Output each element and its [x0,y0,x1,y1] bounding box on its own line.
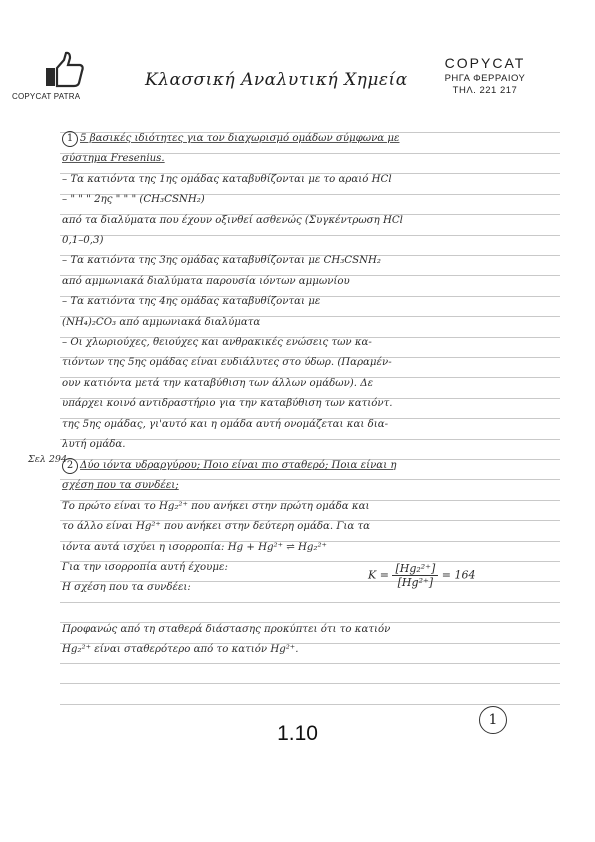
question-2-line: Το πρώτο είναι το Hg₂²⁺ που ανήκει στην πρώτη ομάδα και [62,500,370,512]
question-1-line: – Τα κατιόντα της 1ης ομάδας καταβυθίζονται με το αραιό HCl [62,173,392,185]
question-1-line: – Τα κατιόντα της 3ης ομάδας καταβυθίζονται με CH₃CSNH₂ [62,255,381,267]
copyshop-stamp [420,55,550,96]
question-2-line: σχέση που τα συνδέει; [62,480,179,492]
question-2-line: το άλλο είναι Hg²⁺ που ανήκει στην δεύτερη ομάδα. Για τα [62,521,371,533]
question-2-conclusion [62,620,560,661]
question-1-line: ουν κατιόντα μετά την καταβύθιση των άλλων ομάδων). Δε [62,377,374,389]
page-reference-note: Σελ 294 [28,454,67,465]
question-1-line: 0,1–0,3) [62,235,104,247]
question-1-line: – Τα κατιόντα της 4ης ομάδας καταβυθίζονται με [62,296,321,308]
thumbs-up-logo-icon [40,50,86,90]
circled-page-number: 1 [479,706,507,734]
question-number-circle: 1 [62,131,78,147]
question-1-line: από αμμωνιακά διαλύματα παρουσία ιόντων αμμωνίου [62,275,350,287]
formula-value: = 164 [441,568,476,582]
rule-line [60,602,560,603]
company-address: ΡΗΓΑ ΦΕΡΡΑΙΟΥ [444,73,526,84]
question-1-line: σύστημα Fresenius. [62,153,165,165]
question-2-line: Η σχέση που τα συνδέει: [62,582,191,594]
company-name: COPYCAT [444,55,526,71]
formula-denominator: [Hg²⁺] [397,576,434,589]
question-1-line: – " " " 2ης " " " (CH₃CSNH₂) [62,194,205,206]
rule-line [60,663,560,664]
page-heading: Κλασσική Αναλυτική Χημεία [145,70,408,90]
question-1-line: από τα διαλύματα που έχουν οξινθεί ασθενώς (Συγκέντρωση HCl [62,214,403,226]
question-2-line: ιόντα αυτά ισχύει η ισορροπία: Hg + Hg²⁺ ⇌ Hg₂²⁺ [62,541,327,553]
formula-fraction [392,562,438,589]
equilibrium-constant-formula [368,562,476,589]
rule-line [60,704,560,705]
conclusion-line: Προφανώς από τη σταθερά διάστασης προκύπτει ότι το κατιόν [62,624,391,635]
question-1-line: υπάρχει κοινό αντιδραστήριο για την καταβύθιση των κατιόντ. [62,398,393,410]
question-1-line: της 5ης ομάδας, γι'αυτό και η ομάδα αυτή ονομάζεται και δια- [62,418,389,430]
company-phone: ΤΗΛ. 221 217 [452,85,518,96]
question-1-line: λυτή ομάδα. [62,439,126,451]
question-1-line: (NH₄)₂CO₃ από αμμωνιακά διαλύματα [62,316,261,328]
formula-numerator: [Hg₂²⁺] [392,562,438,576]
question-1-line: – Οι χλωριούχες, θειούχες και ανθρακικές ενώσεις των κα- [62,337,372,349]
question-2-line: Για την ισορροπία αυτή έχουμε: [62,562,228,574]
formula-k-label: K = [368,568,389,582]
page-number: 1.10 [277,722,318,745]
rule-line [60,683,560,684]
conclusion-line: Hg₂²⁺ είναι σταθερότερο από το κατιόν Hg²⁺. [62,644,299,656]
question-2-block [62,456,560,599]
logo-text: COPYCAT PATRA [12,92,81,101]
question-number-circle: 2 [62,458,78,474]
question-1-line: 1 5 βασικές ιδιότητες για τον διαχωρισμό ομάδων σύμφωνα με [62,129,560,149]
question-2-line: 2 Δύο ιόντα υδραργύρου; Ποιο είναι πιο σταθερό; Ποια είναι η [62,456,560,476]
question-1-block [62,129,560,456]
question-1-line: τιόντων της 5ης ομάδας είναι ευδιάλυτες στο ύδωρ. (Παραμέν- [62,357,392,369]
